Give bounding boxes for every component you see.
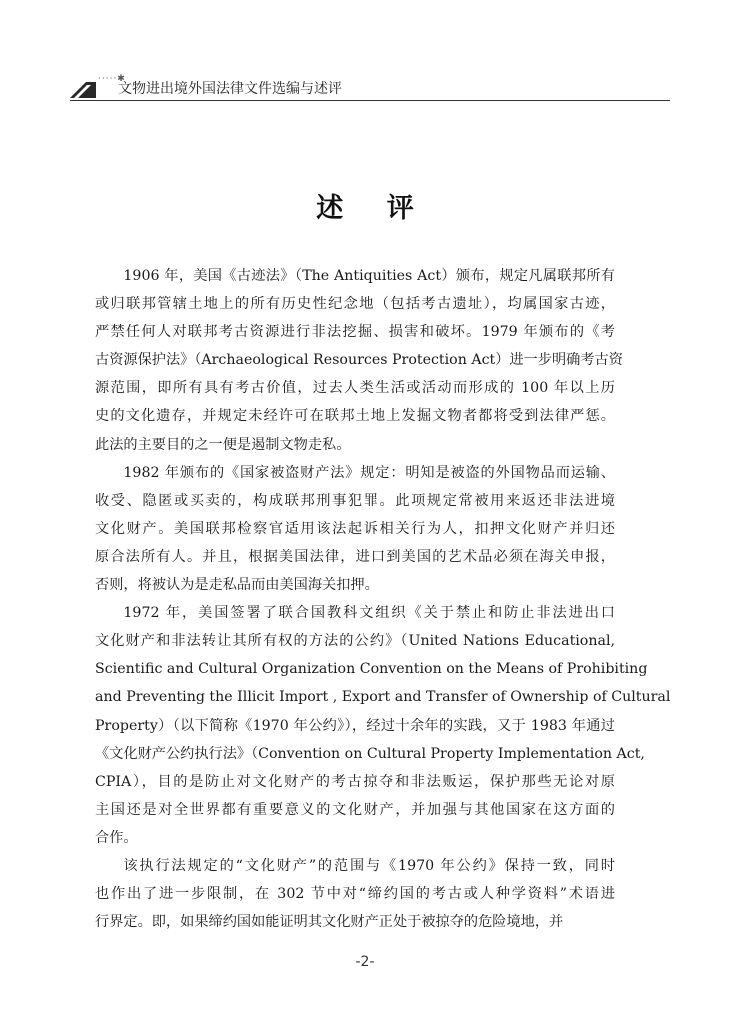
text-line: 1982 年颁布的《国家被盗财产法》规定：明知是被盗的外国物品而运输、 — [123, 464, 615, 481]
text-line: 此法的主要目的之一便是遏制文物走私。 — [95, 436, 351, 453]
header-corner-mark-icon — [70, 82, 96, 98]
text-line: 1972 年，美国签署了联合国教科文组织《关于禁止和防止非法进出口 — [123, 605, 615, 622]
text-line: and Preventing the Illicit Import , Export and Transfer of Ownership of Cultural — [95, 689, 671, 706]
text-line: 严禁任何人对联邦考古资源进行非法挖掘、损害和破坏。1979 年颁布的《考 — [95, 324, 615, 341]
text-line: 主国还是对全世界都有重要意义的文化财产，并加强与其他国家在这方面的 — [95, 801, 615, 818]
text-line: 原合法所有人。并且，根据美国法律，进口到美国的艺术品必须在海关申报， — [95, 548, 615, 565]
book-title: 文物进出境外国法律文件选编与述评 — [118, 81, 342, 97]
page-title: 述 评 — [316, 193, 431, 224]
text-line: 行界定。即，如果缔约国如能证明其文化财产正处于被掠夺的危险境地，并 — [95, 914, 564, 931]
text-line: 文化财产和非法转让其所有权的方法的公约》（United Nations Educational, — [95, 633, 615, 650]
text-line: 或归联邦管辖土地上的所有历史性纪念地（包括考古遗址），均属国家古迹， — [95, 296, 615, 313]
text-line: 该执行法规定的“文化财产”的范围与《1970 年公约》保持一致，同时 — [123, 857, 615, 874]
header-rule — [70, 100, 670, 101]
text-line: Property）（以下简称《1970 年公约》），经过十余年的实践，又于 1983 年通过 — [95, 717, 615, 734]
text-line: 1906 年，美国《古迹法》（The Antiquities Act）颁布，规定凡属联邦所有 — [123, 268, 615, 284]
header-decoration: ·····✱ — [98, 74, 126, 84]
paragraph — [95, 262, 623, 459]
text-line: 否则，将被认为是走私品而由美国海关扣押。 — [95, 577, 379, 594]
paragraph — [95, 459, 615, 599]
text-line: 也作出了进一步限制，在 302 节中对“缔约国的考古或人种学资料”术语进 — [95, 886, 615, 903]
running-header — [70, 68, 670, 104]
text-line: 文化财产。美国联邦检察官适用该法起诉相关行为人，扣押文化财产并归还 — [95, 520, 615, 537]
text-line: 史的文化遗存，并规定未经许可在联邦土地上发掘文物者都将受到法律严惩。 — [95, 408, 615, 425]
text-line: 合作。 — [95, 829, 138, 846]
text-line: Scientific and Cultural Organization Convention on the Means of Prohibiting — [95, 661, 648, 678]
page-number: -2- — [355, 954, 375, 970]
text-line: CPIA），目的是防止对文化财产的考古掠夺和非法贩运，保护那些无论对原 — [95, 773, 615, 790]
text-line: 古资源保护法》（Archaeological Resources Protection Act）进一步明确考古资 — [95, 352, 623, 369]
paragraph — [95, 852, 615, 936]
text-line: 《文化财产公约执行法》（Convention on Cultural Property Implementation Act, — [95, 745, 645, 762]
text-line: 收受、隐匿或买卖的，构成联邦刑事犯罪。此项规定常被用来返还非法进境 — [95, 492, 615, 509]
text-line: 源范围，即所有具有考古价值，过去人类生活或活动而形成的 100 年以上历 — [95, 380, 615, 397]
paragraph — [95, 599, 671, 852]
body-text — [95, 262, 671, 936]
